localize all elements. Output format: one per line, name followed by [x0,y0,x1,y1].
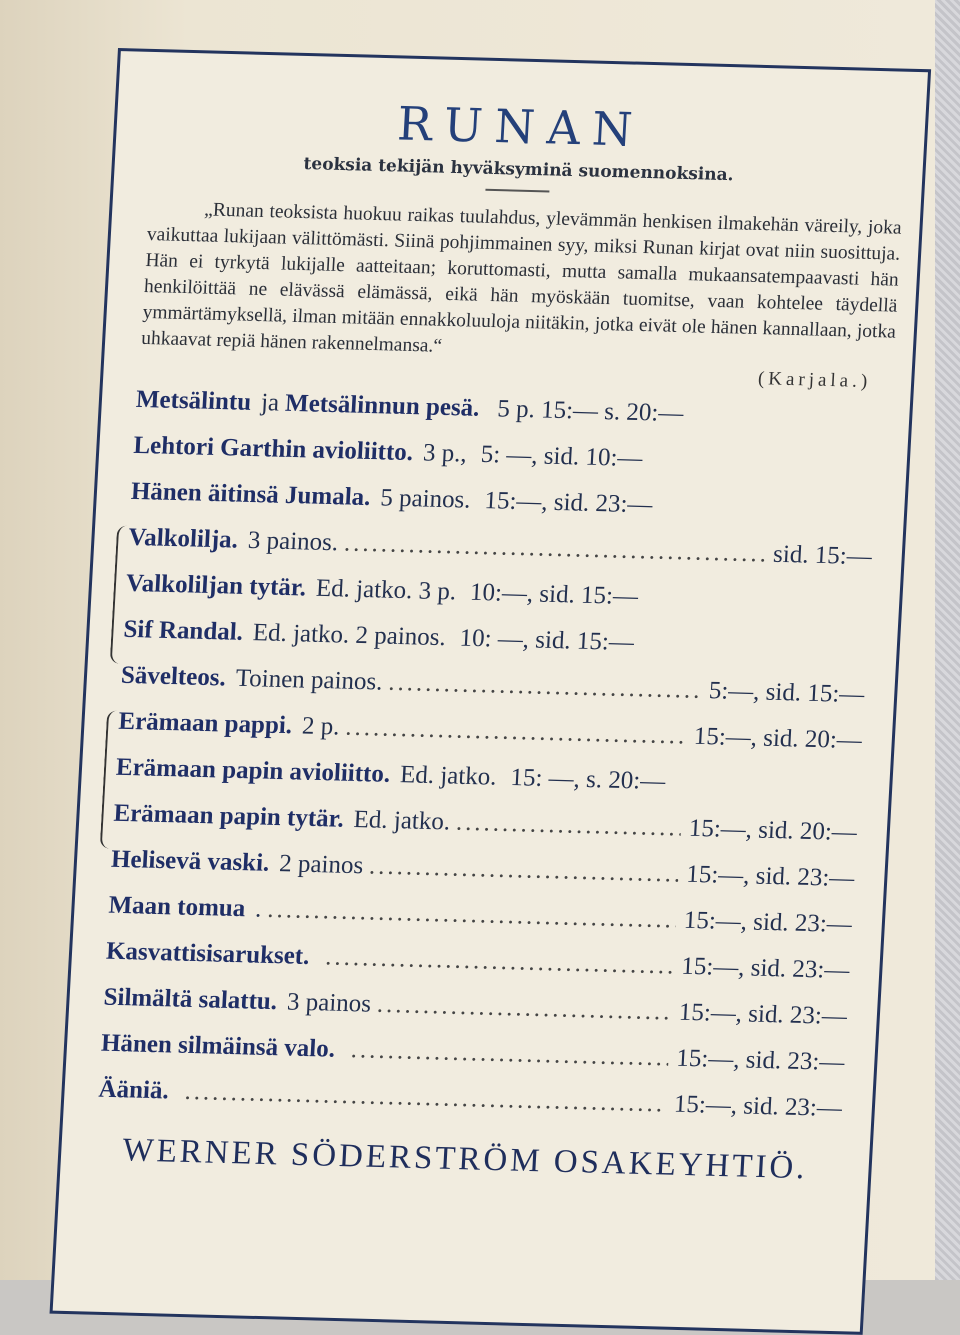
book-price: 15:—, sid. 20:— [688,814,858,847]
book-note: Ed. jatko. 2 painos. [252,619,447,652]
book-title: Silmältä salattu. [102,983,278,1016]
book-price: 15:—, sid. 23:— [683,906,853,939]
page-subtitle: teoksia tekijän hyväksyminä suomennoksina. [303,153,735,186]
book-title: Hänen silmäinsä valo. [100,1029,336,1063]
book-title: Erämaan papin avioliitto. [115,753,391,788]
book-note: Ed. jatko. [352,806,451,836]
book-title: Sif Randal. [122,615,244,646]
book-note: 3 p., [422,439,468,468]
book-price: 15:—, sid. 23:— [673,1090,843,1123]
book-price: 5:—, sid. 15:— [708,677,865,709]
book-title: Valkolilja. [127,523,239,554]
book-title: Hänen äitinsä Jumala. [130,477,372,512]
book-price: 5: —, sid. 10:— [480,440,644,473]
leader-dots [455,809,681,843]
review-quote [105,195,921,372]
book-note: Ed. jatko. 3 p. [315,574,457,606]
publisher-name: WERNER SÖDERSTRÖM OSAKEYHTIÖ. [121,1132,809,1187]
book-price: 15:—, sid. 23:— [483,487,654,519]
book-price: 5 p. 15:— s. 20:— [496,395,685,428]
book-note: 2 painos [278,850,364,880]
book-note: 2 p. [301,712,341,741]
book-price: 15:—, sid. 23:— [675,1044,846,1077]
book-price: 10: —, sid. 15:— [458,624,635,657]
book-price: 10:—, sid. 15:— [469,578,639,611]
book-title: Valkoliljan tytär. [125,569,307,602]
book-title: Erämaan papin tytär. [112,799,345,833]
book-title: Erämaan pappi. [117,707,293,740]
advert-frame [50,48,932,1335]
book-title: Maan tomua [107,891,247,923]
book-price: 15:—, sid. 23:— [680,952,851,985]
book-title: Helisevä vaski. [110,845,271,877]
book-note: Toinen painos. [235,664,384,696]
book-price: 15:—, sid. 23:— [685,860,856,893]
book-title: Metsälintu [135,385,252,416]
book-note: Ed. jatko. [399,761,498,791]
book-title: Ääniä. [97,1075,170,1105]
quote-text: „Runan teoksista huokuu raikas tuulahdus, ylevämmän henkisen ilmakehän väreily, joka vaikuttaa lukijaan välittömästi. Siinä pohjimmainen syy, miksi Runan kirjat ovat niin suosittuja. Hän ei tyrkytä lukijalle aatteitaan; koruttomasti, mutta samalla mukaansatempaavasti hän henkilöittää ne elävässä elämässä, eikä hän myöskään tuomitse, vaan kohtelee täydellä ymmärtämyksellä, ilman mitään ennakkoluuloja niitäkin, jotka eivät ole hänen kannallaan, jotka uhkaavat repiä hänen rakennelmansa.“ [140,199,903,357]
book-list [63,385,910,1142]
book-price: sid. 15:— [772,540,873,571]
book-note: 3 painos [286,988,372,1018]
book-note: 3 painos. [247,526,339,557]
book-price: 15: —, s. 20:— [509,764,666,796]
book-price: 15:—, sid. 20:— [693,722,863,755]
book-note: ja [260,389,280,417]
book-price: 15:—, sid. 23:— [678,998,848,1031]
book-title: Kasvattisisarukset. [105,937,311,970]
page-title: RUNAN [395,96,646,157]
book-title: Lehtori Garthin avioliitto. [132,431,414,467]
divider [485,189,549,193]
book-note: . [254,895,263,923]
book-title: Sävelteos. [120,661,227,692]
book-title: Metsälinnun pesä. [284,389,481,422]
quote-source: (Karjala.) [757,368,872,393]
book-note: 5 painos. [379,484,472,514]
